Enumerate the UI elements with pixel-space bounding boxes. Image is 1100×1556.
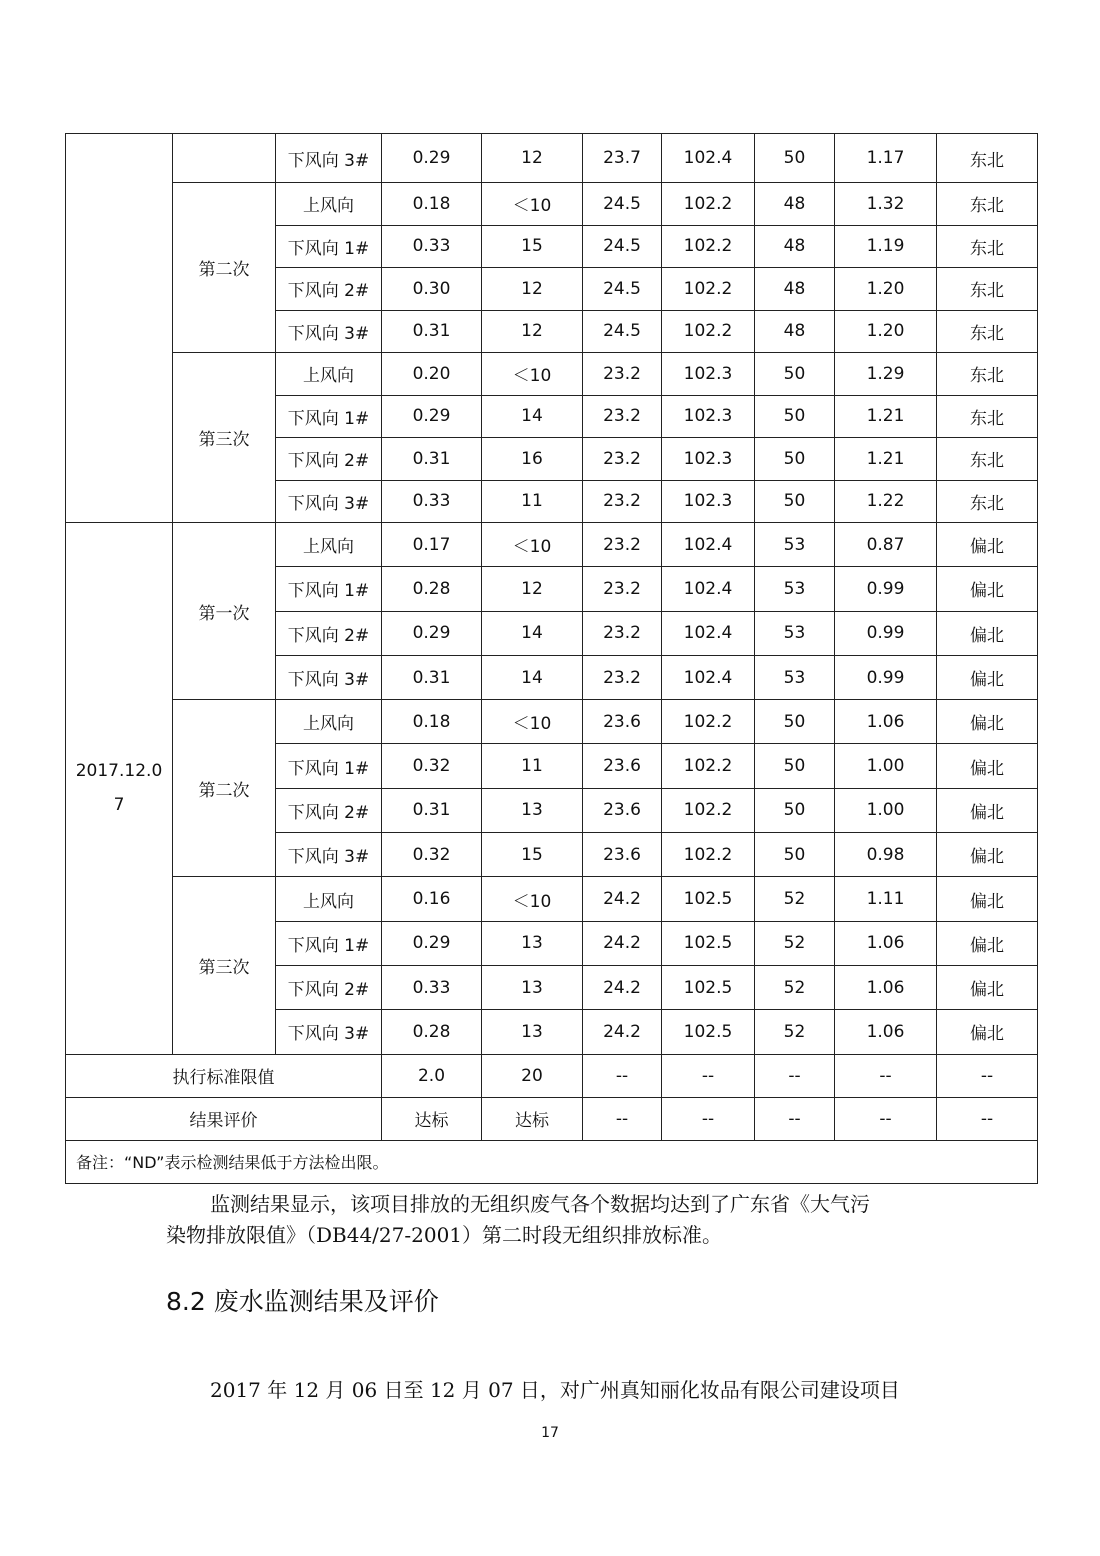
table-cell: 12 (482, 310, 583, 353)
table-cell: 48 (755, 183, 835, 226)
position-cell: 下风向 1# (276, 567, 382, 611)
table-cell: 15 (482, 225, 583, 268)
table-cell: 11 (482, 744, 583, 788)
table-cell: -- (755, 1054, 835, 1097)
position-cell: 下风向 1# (276, 921, 382, 965)
table-cell: 15 (482, 833, 583, 877)
table-cell: 48 (755, 225, 835, 268)
position-cell: 下风向 2# (276, 611, 382, 655)
table-cell: 偏北 (937, 523, 1038, 567)
table-cell: 14 (482, 611, 583, 655)
table-cell: 1.29 (835, 353, 937, 396)
table-cell: 0.31 (382, 655, 482, 699)
table-cell: 13 (482, 1010, 583, 1054)
date-cell (66, 134, 173, 523)
table-cell: 52 (755, 1010, 835, 1054)
table-cell: 14 (482, 655, 583, 699)
table-cell: 东北 (937, 310, 1038, 353)
table-cell: 23.6 (583, 744, 662, 788)
table-cell: -- (583, 1097, 662, 1140)
table-cell: 102.5 (662, 921, 755, 965)
table-cell: -- (662, 1054, 755, 1097)
table-cell: 1.22 (835, 480, 937, 523)
table-cell: 0.33 (382, 480, 482, 523)
position-cell: 下风向 2# (276, 965, 382, 1009)
table-cell: 13 (482, 921, 583, 965)
position-cell: 下风向 1# (276, 225, 382, 268)
table-cell: 23.6 (583, 700, 662, 744)
table-cell: 53 (755, 567, 835, 611)
table-cell: 偏北 (937, 877, 1038, 921)
table-cell: 102.2 (662, 700, 755, 744)
table-cell: 13 (482, 788, 583, 832)
table-cell: 52 (755, 921, 835, 965)
table-cell: 东北 (937, 134, 1038, 183)
table-cell: 偏北 (937, 921, 1038, 965)
table-cell: 102.3 (662, 395, 755, 438)
table-cell: 102.4 (662, 567, 755, 611)
table-cell: 1.20 (835, 268, 937, 311)
table-cell: 0.29 (382, 921, 482, 965)
table-cell: 23.2 (583, 523, 662, 567)
table-cell: 50 (755, 353, 835, 396)
table-cell: 24.2 (583, 1010, 662, 1054)
session-cell (173, 134, 276, 183)
table-cell: 0.99 (835, 655, 937, 699)
table-cell: 53 (755, 655, 835, 699)
table-cell: 1.00 (835, 744, 937, 788)
table-cell: 50 (755, 788, 835, 832)
table-row (66, 700, 1038, 744)
session-cell: 第二次 (173, 183, 276, 353)
position-cell: 下风向 3# (276, 134, 382, 183)
table-cell: 50 (755, 480, 835, 523)
table-cell: ＜10 (482, 353, 583, 396)
table-cell: 偏北 (937, 744, 1038, 788)
table-cell: 0.28 (382, 567, 482, 611)
note-cell: 备注：“ND”表示检测结果低于方法检出限。 (66, 1140, 1038, 1183)
table-cell: ＜10 (482, 877, 583, 921)
table-cell: 0.99 (835, 611, 937, 655)
table-cell: 24.5 (583, 310, 662, 353)
table-cell: 0.31 (382, 310, 482, 353)
table-cell: 1.21 (835, 395, 937, 438)
position-cell: 下风向 2# (276, 438, 382, 481)
table-cell: 0.20 (382, 353, 482, 396)
table-cell: 0.29 (382, 611, 482, 655)
table-cell: 50 (755, 395, 835, 438)
table-cell: 50 (755, 744, 835, 788)
table-cell: 东北 (937, 353, 1038, 396)
table-cell: -- (937, 1097, 1038, 1140)
table-cell: 102.3 (662, 438, 755, 481)
table-row (66, 877, 1038, 921)
table-cell: 24.2 (583, 921, 662, 965)
table-cell: 偏北 (937, 567, 1038, 611)
table-row (66, 353, 1038, 396)
table-cell: 0.33 (382, 965, 482, 1009)
table-cell: 1.20 (835, 310, 937, 353)
table-cell: 24.2 (583, 965, 662, 1009)
table-cell: 1.19 (835, 225, 937, 268)
table-cell: 偏北 (937, 788, 1038, 832)
table-cell: 0.17 (382, 523, 482, 567)
position-cell: 下风向 2# (276, 788, 382, 832)
table-cell: 23.2 (583, 567, 662, 611)
table-cell: 53 (755, 611, 835, 655)
table-cell: 20 (482, 1054, 583, 1097)
table-cell: ＜10 (482, 523, 583, 567)
row-label-cell: 结果评价 (66, 1097, 382, 1140)
table-cell: 12 (482, 567, 583, 611)
table-cell: 1.06 (835, 921, 937, 965)
table-cell: 24.5 (583, 268, 662, 311)
table-cell: 53 (755, 523, 835, 567)
table-cell: 0.30 (382, 268, 482, 311)
table-cell: 48 (755, 268, 835, 311)
position-cell: 下风向 3# (276, 310, 382, 353)
table-cell: 0.29 (382, 395, 482, 438)
table-cell: -- (583, 1054, 662, 1097)
table-cell: -- (937, 1054, 1038, 1097)
table-cell: 102.4 (662, 611, 755, 655)
table-cell: 23.2 (583, 480, 662, 523)
table-cell: 1.32 (835, 183, 937, 226)
result-paragraph-line-1: 监测结果显示，该项目排放的无组织废气各个数据均达到了广东省《大气污 (210, 1192, 870, 1216)
table-cell: 偏北 (937, 611, 1038, 655)
table-cell: 12 (482, 268, 583, 311)
table-cell: 偏北 (937, 700, 1038, 744)
table-cell: 52 (755, 877, 835, 921)
position-cell: 下风向 2# (276, 268, 382, 311)
session-cell: 第三次 (173, 353, 276, 523)
table-cell: 14 (482, 395, 583, 438)
table-cell: 48 (755, 310, 835, 353)
table-cell: 24.5 (583, 183, 662, 226)
page-number: 17 (541, 1425, 559, 1441)
table-cell: 0.18 (382, 700, 482, 744)
table-cell: 东北 (937, 480, 1038, 523)
date-cell (66, 523, 173, 1055)
monitoring-results-table (65, 133, 1038, 1184)
table-row (66, 134, 1038, 183)
session-cell: 第二次 (173, 700, 276, 877)
table-cell: 102.2 (662, 833, 755, 877)
table-cell: -- (662, 1097, 755, 1140)
date-text: 7 (113, 795, 125, 816)
table-cell: 102.5 (662, 877, 755, 921)
table-cell: 2.0 (382, 1054, 482, 1097)
table-cell: 达标 (382, 1097, 482, 1140)
position-cell: 下风向 3# (276, 480, 382, 523)
table-cell: 50 (755, 134, 835, 183)
table-cell: 0.31 (382, 788, 482, 832)
note-row (66, 1140, 1038, 1183)
position-cell: 上风向 (276, 877, 382, 921)
table-cell: 0.87 (835, 523, 937, 567)
table-cell: 1.11 (835, 877, 937, 921)
table-cell: 0.32 (382, 833, 482, 877)
table-cell: 102.4 (662, 134, 755, 183)
table-cell: 102.3 (662, 480, 755, 523)
table-cell: -- (755, 1097, 835, 1140)
table-cell: 50 (755, 833, 835, 877)
table-cell: 50 (755, 700, 835, 744)
table-cell: 102.5 (662, 965, 755, 1009)
table-cell: 102.5 (662, 1010, 755, 1054)
table-cell: 0.98 (835, 833, 937, 877)
result-paragraph-line-2: 染物排放限值》（DB44/27-2001）第二时段无组织排放标准。 (166, 1223, 723, 1247)
table-cell: 23.2 (583, 655, 662, 699)
position-cell: 下风向 3# (276, 655, 382, 699)
body-paragraph-line: 2017 年 12 月 06 日至 12 月 07 日，对广州真知丽化妆品有限公司建设项目 (210, 1378, 900, 1402)
table-cell: 0.18 (382, 183, 482, 226)
table-cell: 24.5 (583, 225, 662, 268)
table-cell: 1.06 (835, 1010, 937, 1054)
table-cell: 23.7 (583, 134, 662, 183)
table-cell: 52 (755, 965, 835, 1009)
table-cell: 102.2 (662, 225, 755, 268)
table-cell: 16 (482, 438, 583, 481)
table-cell: 1.06 (835, 700, 937, 744)
table-cell: 偏北 (937, 1010, 1038, 1054)
table-cell: 东北 (937, 183, 1038, 226)
table-cell: 东北 (937, 268, 1038, 311)
table-cell: 23.6 (583, 833, 662, 877)
table-cell: 0.16 (382, 877, 482, 921)
table-cell: 偏北 (937, 655, 1038, 699)
table-cell: 1.06 (835, 965, 937, 1009)
session-cell: 第三次 (173, 877, 276, 1054)
position-cell: 下风向 3# (276, 833, 382, 877)
section-heading: 8.2 废水监测结果及评价 (166, 1287, 439, 1316)
table-cell: 1.00 (835, 788, 937, 832)
table-cell: 1.21 (835, 438, 937, 481)
date-text: 2017.12.0 (75, 761, 163, 782)
table-cell: 24.2 (583, 877, 662, 921)
table-cell: ＜10 (482, 183, 583, 226)
row-label-cell: 执行标准限值 (66, 1054, 382, 1097)
table-cell: 1.17 (835, 134, 937, 183)
result-evaluation-row (66, 1097, 1038, 1140)
table-cell: 达标 (482, 1097, 583, 1140)
table-cell: 偏北 (937, 965, 1038, 1009)
table-cell: 23.2 (583, 395, 662, 438)
table-cell: 23.2 (583, 611, 662, 655)
table-cell: 102.4 (662, 523, 755, 567)
table-cell: 102.2 (662, 310, 755, 353)
table-cell: 102.2 (662, 788, 755, 832)
table-cell: 50 (755, 438, 835, 481)
table-cell: 0.31 (382, 438, 482, 481)
session-cell: 第一次 (173, 523, 276, 700)
position-cell: 上风向 (276, 700, 382, 744)
table-cell: 11 (482, 480, 583, 523)
table-cell: 102.2 (662, 268, 755, 311)
table-cell: -- (835, 1097, 937, 1140)
table-cell: 东北 (937, 438, 1038, 481)
table-cell: 东北 (937, 225, 1038, 268)
table-cell: 0.32 (382, 744, 482, 788)
table-row (66, 183, 1038, 226)
table-cell: 23.2 (583, 353, 662, 396)
table-cell: 23.6 (583, 788, 662, 832)
table-cell: 102.4 (662, 655, 755, 699)
table-cell: ＜10 (482, 700, 583, 744)
table-cell: 0.99 (835, 567, 937, 611)
table-cell: 东北 (937, 395, 1038, 438)
table-cell: 偏北 (937, 833, 1038, 877)
table-cell: 23.2 (583, 438, 662, 481)
table-cell: -- (835, 1054, 937, 1097)
position-cell: 下风向 3# (276, 1010, 382, 1054)
table-cell: 102.2 (662, 183, 755, 226)
table-cell: 102.2 (662, 744, 755, 788)
table-cell: 13 (482, 965, 583, 1009)
table-cell: 12 (482, 134, 583, 183)
position-cell: 上风向 (276, 353, 382, 396)
position-cell: 上风向 (276, 523, 382, 567)
table-cell: 102.3 (662, 353, 755, 396)
position-cell: 下风向 1# (276, 744, 382, 788)
position-cell: 上风向 (276, 183, 382, 226)
table-cell: 0.29 (382, 134, 482, 183)
table-row (66, 523, 1038, 567)
position-cell: 下风向 1# (276, 395, 382, 438)
table-cell: 0.28 (382, 1010, 482, 1054)
table-cell: 0.33 (382, 225, 482, 268)
standard-limit-row (66, 1054, 1038, 1097)
